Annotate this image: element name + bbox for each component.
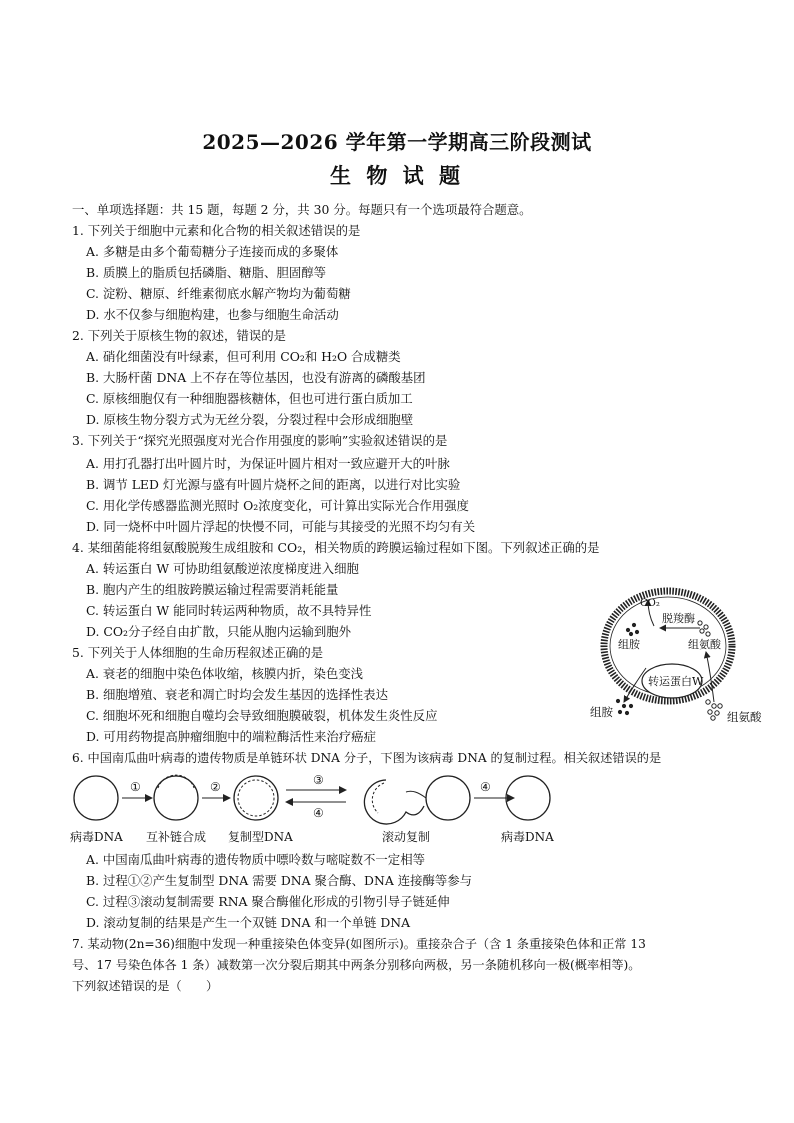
question-7-line-2: 号、17 号染色体各 1 条）减数第一次分裂后期其中两条分别移向两极，另一条随机移向一极(概率相等)。 <box>72 958 641 972</box>
question-3-option-b: B. 调节 LED 灯光源与盛有叶圆片烧杯之间的距离，以进行对比实验 <box>86 477 461 492</box>
step-3-label: ③ <box>313 773 324 787</box>
viral-dna-circle <box>74 776 118 820</box>
question-1-option-a: A. 多糖是由多个葡萄糖分子连接而成的多聚体 <box>86 244 339 259</box>
label-rolling-replication: 滚动复制 <box>382 830 431 844</box>
question-6-option-c: C. 过程③滚动复制需要 RNA 聚合酶催化形成的引物引导子链延伸 <box>86 894 450 909</box>
question-5-option-b: B. 细胞增殖、衰老和凋亡时均会发生基因的选择性表达 <box>86 687 388 702</box>
label-complementary-synthesis: 互补链合成 <box>146 830 207 844</box>
question-3-stem: 3. 下列关于“探究光照强度对光合作用强度的影响”实验叙述错误的是 <box>72 433 448 448</box>
question-2-option-d: D. 原核生物分裂方式为无丝分裂，分裂过程中会形成细胞壁 <box>86 412 414 427</box>
exam-title: 2025—2026 学年第一学期高三阶段测试 <box>202 130 592 154</box>
question-6-stem: 6. 中国南瓜曲叶病毒的遗传物质是单链环状 DNA 分子，下图为该病毒 DNA 的复制过程。相关叙述错误的是 <box>72 751 662 765</box>
question-3-option-a: A. 用打孔器打出叶圆片时，为保证叶圆片相对一致应避开大的叶脉 <box>86 456 450 471</box>
question-4-stem: 4. 某细菌能将组氨酸脱羧生成组胺和 CO₂，相关物质的跨膜运输过程如下图。下列叙述正确的是 <box>72 540 600 555</box>
decarboxylase-label: 脱羧酶 <box>662 612 695 625</box>
step-1-label: ① <box>130 780 141 794</box>
label-viral-dna: 病毒DNA <box>70 830 123 844</box>
histidine-outside-label: 组氨酸 <box>727 710 762 724</box>
question-2-stem: 2. 下列关于原核生物的叙述，错误的是 <box>72 328 287 343</box>
step-2-label: ② <box>210 780 221 794</box>
question-6-option-d: D. 滚动复制的结果是产生一个双链 DNA 和一个单链 DNA <box>86 915 411 930</box>
question-2-option-c: C. 原核细胞仅有一种细胞器核糖体，但也可进行蛋白质加工 <box>86 391 413 406</box>
histidine-molecules-outside <box>706 700 722 720</box>
q4-transport-diagram <box>596 578 746 726</box>
amine-outside-label: 组胺 <box>590 705 613 719</box>
q6-replication-diagram <box>66 768 566 830</box>
step-4-label: ④ <box>480 780 491 794</box>
question-2-option-a: A. 硝化细菌没有叶绿素，但可利用 CO₂和 H₂O 合成糖类 <box>86 349 401 364</box>
question-5-option-a: A. 衰老的细胞中染色体收缩，核膜内折，染色变浅 <box>86 666 364 681</box>
question-4-option-d: D. CO₂分子经自由扩散，只能从胞内运输到胞外 <box>86 624 352 639</box>
replicative-dna-circle <box>234 776 278 820</box>
question-5-option-d: D. 可用药物提高肿瘤细胞中的端粒酶活性来治疗癌症 <box>86 729 376 744</box>
question-1-option-d: D. 水不仅参与细胞构建，也参与细胞生命活动 <box>86 307 339 322</box>
question-5-option-c: C. 细胞坏死和细胞自噬均会导致细胞膜破裂，机体发生炎性反应 <box>86 708 438 723</box>
question-7-line-1: 7. 某动物(2n=36)细胞中发现一种重接染色体变异(如图所示)。重接杂合子（含 1 条重接染色体和正常 13 <box>72 937 646 951</box>
label-replicative-dna: 复制型DNA <box>228 830 293 844</box>
question-1-option-c: C. 淀粉、糖原、纤维素彻底水解产物均为葡萄糖 <box>86 286 351 301</box>
question-1-option-b: B. 质膜上的脂质包括磷脂、糖脂、胆固醇等 <box>86 265 327 280</box>
step-4-back-label: ④ <box>313 806 324 820</box>
question-6-option-a: A. 中国南瓜曲叶病毒的遗传物质中嘌呤数与嘧啶数不一定相等 <box>86 852 425 867</box>
exam-subtitle: 生 物 试 题 <box>330 163 464 188</box>
question-4-option-a: A. 转运蛋白 W 可协助组氨酸逆浓度梯度进入细胞 <box>86 561 359 576</box>
question-6-option-b: B. 过程①②产生复制型 DNA 需要 DNA 聚合酶、DNA 连接酶等参与 <box>86 873 473 888</box>
rolling-circle-shape <box>364 780 424 824</box>
question-1-stem: 1. 下列关于细胞中元素和化合物的相关叙述错误的是 <box>72 223 361 238</box>
amine-inside-label: 组胺 <box>618 638 640 651</box>
question-2-option-b: B. 大肠杆菌 DNA 上不存在等位基因，也没有游离的磷酸基团 <box>86 370 426 385</box>
question-3-option-d: D. 同一烧杯中叶圆片浮起的快慢不同，可能与其接受的光照不均匀有关 <box>86 519 476 534</box>
question-4-option-c: C. 转运蛋白 W 能同时转运两种物质，故不具特异性 <box>86 603 372 618</box>
question-7-line-3: 下列叙述错误的是（ ） <box>72 979 219 993</box>
question-4-option-b: B. 胞内产生的组胺跨膜运输过程需要消耗能量 <box>86 582 339 597</box>
transporter-w-label: 转运蛋白W <box>648 675 704 688</box>
co2-label: CO₂ <box>640 598 660 609</box>
section-heading: 一、单项选择题：共 15 题，每题 2 分，共 30 分。每题只有一个选项最符合题意。 <box>72 202 532 217</box>
label-viral-dna-result: 病毒DNA <box>501 830 554 844</box>
histidine-inside-label: 组氨酸 <box>688 638 721 651</box>
question-5-stem: 5. 下列关于人体细胞的生命历程叙述正确的是 <box>72 645 324 660</box>
question-3-option-c: C. 用化学传感器监测光照时 O₂浓度变化，可计算出实际光合作用强度 <box>86 498 469 513</box>
